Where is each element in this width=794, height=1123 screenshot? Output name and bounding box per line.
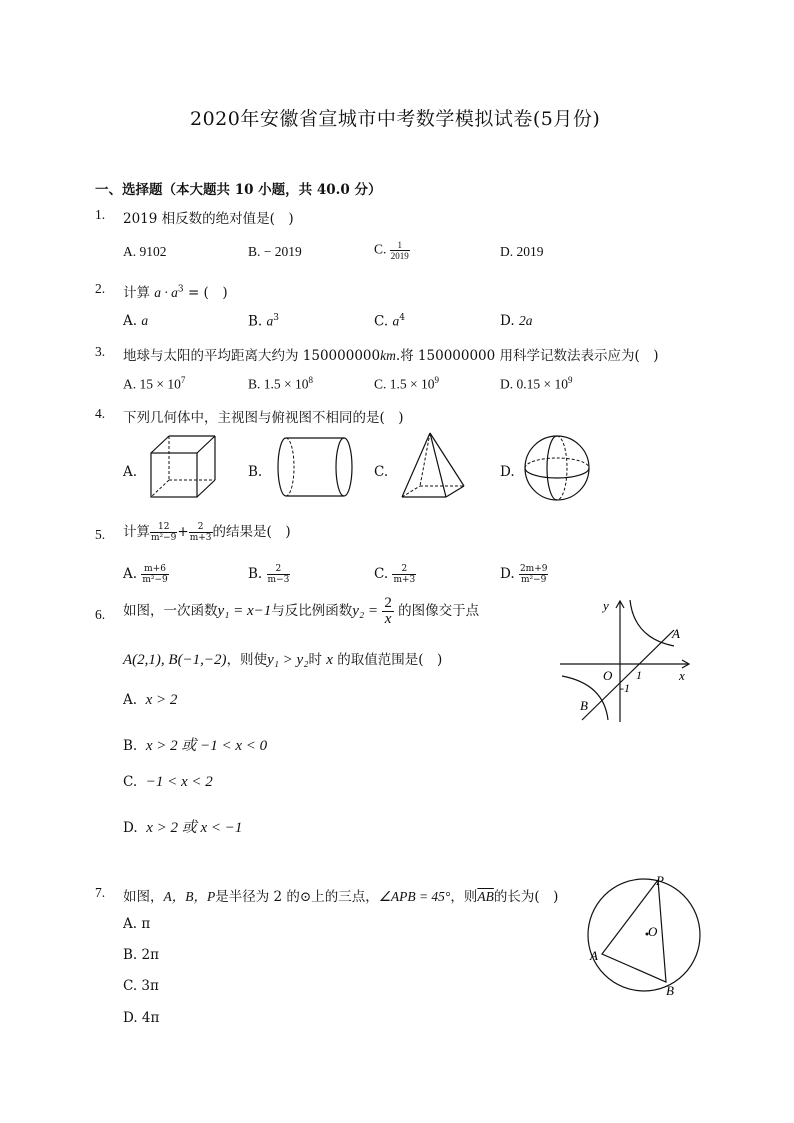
center-o-label: O	[648, 924, 658, 939]
option-b: B. 2π	[123, 947, 159, 963]
question-text: 计算 $a \cdot a^3$ = ( )	[123, 284, 228, 301]
point-a-label: A	[672, 626, 680, 641]
circle-figure	[584, 870, 704, 1000]
option-a: A. $15 \times 10^7$	[123, 375, 186, 392]
pyramid-figure	[398, 430, 470, 502]
option-c: C. $a^4$	[374, 313, 405, 330]
option-b: B. x > 2 或 −1 < x < 0	[123, 738, 268, 754]
question-number: 3.	[95, 344, 106, 359]
question-text: 2019 相反数的绝对值是( )	[123, 211, 294, 227]
option-b: B. $a^3$	[248, 313, 279, 330]
option-c: C. $\frac{2}{m+3}$	[374, 564, 416, 585]
question-text-line1: 如图，一次函数y₁ = x−1与反比例函数y₂ = $\frac{2}{x}$ 的图像交于点	[123, 595, 480, 627]
option-b: B. − 2019	[248, 244, 302, 259]
x-axis-label: x	[679, 668, 685, 683]
point-b-label: B	[580, 698, 588, 713]
option-a: A.	[123, 464, 138, 480]
option-a: A. a	[123, 313, 149, 329]
cube-figure	[148, 434, 218, 500]
question-number: 6.	[95, 607, 106, 622]
option-d: D. x > 2 或 x < −1	[123, 820, 243, 836]
question-number: 7.	[95, 885, 106, 900]
section-heading: 一、选择题（本大题共 10 小题，共 40.0 分）	[95, 182, 382, 198]
sphere-figure	[522, 434, 594, 504]
option-a: A. $\frac{m+6}{\text{m²−9}}$	[123, 564, 168, 585]
option-c: C. −1 < x < 2	[123, 774, 213, 790]
question-text: 地球与太阳的平均距离大约为 150000000km.将 150000000 用科学记数法表示应为( )	[123, 348, 659, 364]
origin-label: O	[603, 668, 613, 683]
point-b-label: B	[666, 983, 674, 998]
tick-label: 1	[636, 668, 642, 682]
option-d: D. 2019	[500, 244, 544, 259]
tick-label: -1	[620, 681, 630, 695]
question-number: 4.	[95, 406, 106, 421]
question-text: 计算 $\frac{12}{\text{m²−9}}$ + $\frac{2}{m+3}$ 的结果是( )	[123, 522, 291, 543]
point-p-label: P	[656, 873, 664, 888]
option-d: D. $\frac{2m+9}{\text{m²−9}}$	[500, 564, 548, 585]
option-a: A. 9102	[123, 244, 167, 259]
y-axis-label: y	[603, 598, 609, 613]
option-label: C.	[374, 241, 387, 257]
option-a: A. x > 2	[123, 692, 178, 708]
option-b: B.	[248, 464, 263, 480]
option-c: C.	[374, 464, 389, 480]
option-b: B. $\frac{2}{m-3}$	[248, 564, 290, 585]
question-number: 2.	[95, 281, 106, 296]
option-d: D. 2a	[500, 313, 533, 329]
option-c: C. $1.5 \times 10^9$	[374, 375, 439, 392]
option-b: B. $1.5 \times 10^8$	[248, 375, 313, 392]
question-text: 如图，A，B，P是半径为 2 的⊙上的三点，∠APB = 45°，则$\overline{AB}$的长为( )	[123, 889, 559, 905]
option-c	[374, 240, 410, 261]
question-number: 5.	[95, 527, 106, 542]
fraction-numerator: 1	[390, 240, 410, 251]
cylinder-figure	[272, 436, 356, 500]
question-text-line2: A(2,1), B(−1,−2)，则使y₁ > y₂时 x 的取值范围是( )	[123, 652, 443, 668]
fraction-denominator: 2019	[390, 251, 409, 261]
option-d: D. $0.15 \times 10^9$	[500, 375, 573, 392]
point-a-label: A	[590, 948, 598, 963]
option-d: D.	[500, 464, 515, 480]
page-title: 2020年安徽省宣城市中考数学模拟试卷(5月份)	[190, 108, 601, 130]
question-text: 下列几何体中，主视图与俯视图不相同的是( )	[123, 410, 404, 426]
option-c: C. 3π	[123, 978, 159, 994]
option-d: D. 4π	[123, 1010, 160, 1026]
function-graph	[556, 596, 696, 726]
question-number: 1.	[95, 207, 106, 222]
option-a: A. π	[123, 916, 151, 932]
